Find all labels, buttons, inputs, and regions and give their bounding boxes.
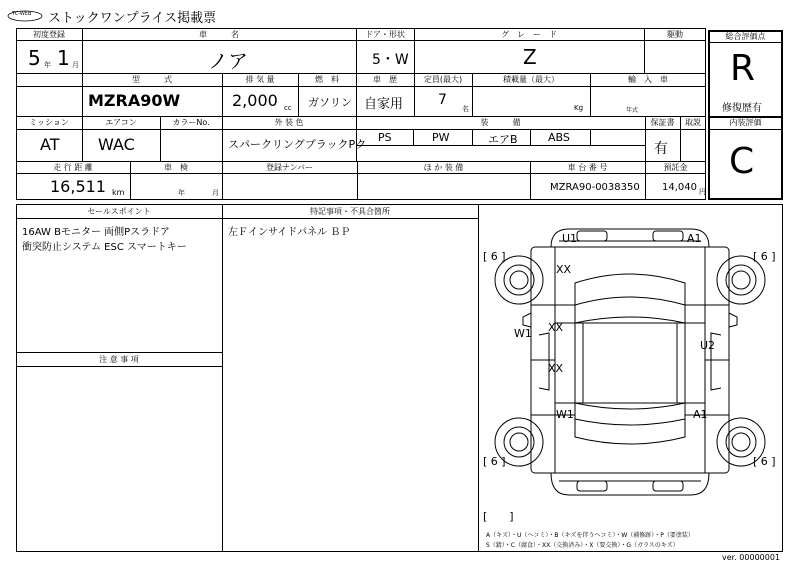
damage-code-w1-rear: W1	[556, 408, 574, 421]
first-reg-label: 初度登録	[33, 30, 65, 39]
mission-value: AT	[40, 135, 60, 154]
equip-abs: ABS	[548, 131, 570, 144]
first-reg-month: 1	[57, 46, 70, 70]
plate-label: 登録ナンバー	[265, 163, 314, 172]
history-label: 車 歴	[373, 75, 397, 84]
mileage-value: 16,511	[50, 177, 106, 196]
month-unit: 月	[72, 61, 79, 69]
fuel-label: 燃 料	[315, 75, 339, 84]
aircon-value: WAC	[98, 135, 135, 154]
aircon-label: エアコン	[105, 118, 137, 127]
capacity-unit: 名	[462, 105, 469, 113]
damage-code-xx-3: XX	[548, 362, 564, 375]
first-reg-year: 5	[28, 46, 41, 70]
exterior-color-value: スパークリングブラックPク	[228, 138, 367, 151]
tire-front-left: [ 6 ]	[483, 250, 506, 263]
capacity-value: 7	[438, 92, 447, 108]
warranty-value: 有	[654, 141, 668, 157]
damage-code-w1-left: W1	[514, 327, 532, 340]
mileage-label: 走 行 距 離	[53, 163, 93, 172]
history-value: 自家用	[364, 97, 404, 112]
damage-code-a1-rear: A1	[693, 408, 708, 421]
inspection-label: 車 検	[164, 163, 188, 172]
drive-label: 駆動	[667, 30, 683, 39]
equip-ps: PS	[378, 131, 392, 144]
deposit-label: 預託金	[663, 163, 688, 172]
import-unit: 年式	[626, 107, 639, 114]
fuel-value: ガソリン	[308, 96, 352, 109]
displacement-unit: cc	[284, 104, 292, 112]
manual-label: 取説	[685, 118, 701, 127]
import-label: 輸 入 車	[628, 75, 668, 84]
tire-rear-left: [ 6 ]	[483, 455, 506, 468]
deposit-value: 14,040	[662, 182, 697, 193]
spare-tire-bracket: [ ]	[483, 510, 514, 523]
car-name: ノア	[208, 49, 248, 73]
other-equipment-label: ほ か 装 備	[423, 163, 464, 172]
capacity-label: 定員(最大)	[423, 75, 463, 84]
car-name-label: 車 名	[199, 30, 239, 39]
notes-issues-label: 特記事項・不具合箇所	[310, 207, 390, 216]
grade-label: グ レ ー ド	[501, 30, 557, 39]
displacement-value: 2,000	[232, 91, 278, 110]
mission-label: ミッション	[29, 118, 69, 127]
year-unit: 年	[44, 61, 51, 69]
tire-front-right: [ 6 ]	[753, 250, 776, 263]
deposit-unit: 円	[699, 188, 706, 196]
model-label: 型 式	[132, 75, 172, 84]
damage-code-u1: U1	[562, 232, 578, 245]
version: ver. 00000001	[722, 553, 781, 562]
load-label: 積載量（最大）	[503, 75, 559, 84]
color-no-label: カラーNo.	[172, 118, 210, 127]
info-table	[16, 28, 706, 200]
chassis-value: MZRA90-0038350	[550, 182, 640, 193]
legend-line-1: A（キズ）・U（ヘコミ）・B（キズを伴うヘコミ）・W（補修跡）・P（要塗装）	[486, 532, 694, 539]
inspection-year-unit: 年	[178, 189, 185, 197]
sales-points-label: セールスポイント	[87, 207, 151, 216]
legend-line-2: S（錆）・C（腐食）・XX（交換済み）・X（要交換）・G（ガラスのキズ）	[486, 542, 679, 549]
overall-grade-label: 総合評価点	[725, 32, 766, 41]
model-value: MZRA90W	[88, 91, 181, 110]
car-damage-diagram	[479, 205, 782, 551]
damage-code-xx-2: XX	[548, 321, 564, 334]
exterior-color-label: 外 装 色	[274, 118, 304, 127]
door-label: ドア・形状	[365, 30, 405, 39]
mileage-unit: km	[112, 188, 125, 197]
sales-point-1: 16AW Bモニター 両側Pスラドア	[22, 227, 170, 238]
equip-pw: PW	[432, 131, 450, 144]
displacement-label: 排 気 量	[245, 75, 275, 84]
damage-code-xx-1: XX	[556, 263, 572, 276]
inspection-month-unit: 月	[212, 189, 219, 197]
logo: TC-WEB	[6, 8, 44, 22]
damage-code-u2: U2	[700, 339, 716, 352]
overall-grade-value: R	[730, 48, 756, 89]
equipment-label: 装 備	[480, 118, 521, 127]
warranty-label: 保証書	[650, 118, 675, 127]
note-1: 左Ｆインサイドパネル ＢＰ	[228, 227, 351, 238]
grade-value: Z	[523, 45, 537, 69]
sales-point-2: 衝突防止システム ESC スマートキー	[22, 242, 187, 253]
overall-grade-sub: 修復歴有	[722, 103, 762, 114]
damage-code-a1-front: A1	[687, 232, 702, 245]
door-shape: 5・W	[372, 52, 409, 68]
tire-rear-right: [ 6 ]	[753, 455, 776, 468]
chassis-label: 車 台 番 号	[567, 163, 608, 172]
interior-grade-label: 内装評価	[729, 118, 762, 127]
page-title: ストックワンプライス掲載票	[48, 11, 217, 26]
interior-grade-value: C	[729, 141, 755, 182]
load-unit: Kg	[574, 104, 584, 112]
cautions-label: 注 意 事 項	[99, 355, 139, 364]
equip-airbag: エアB	[488, 133, 518, 146]
